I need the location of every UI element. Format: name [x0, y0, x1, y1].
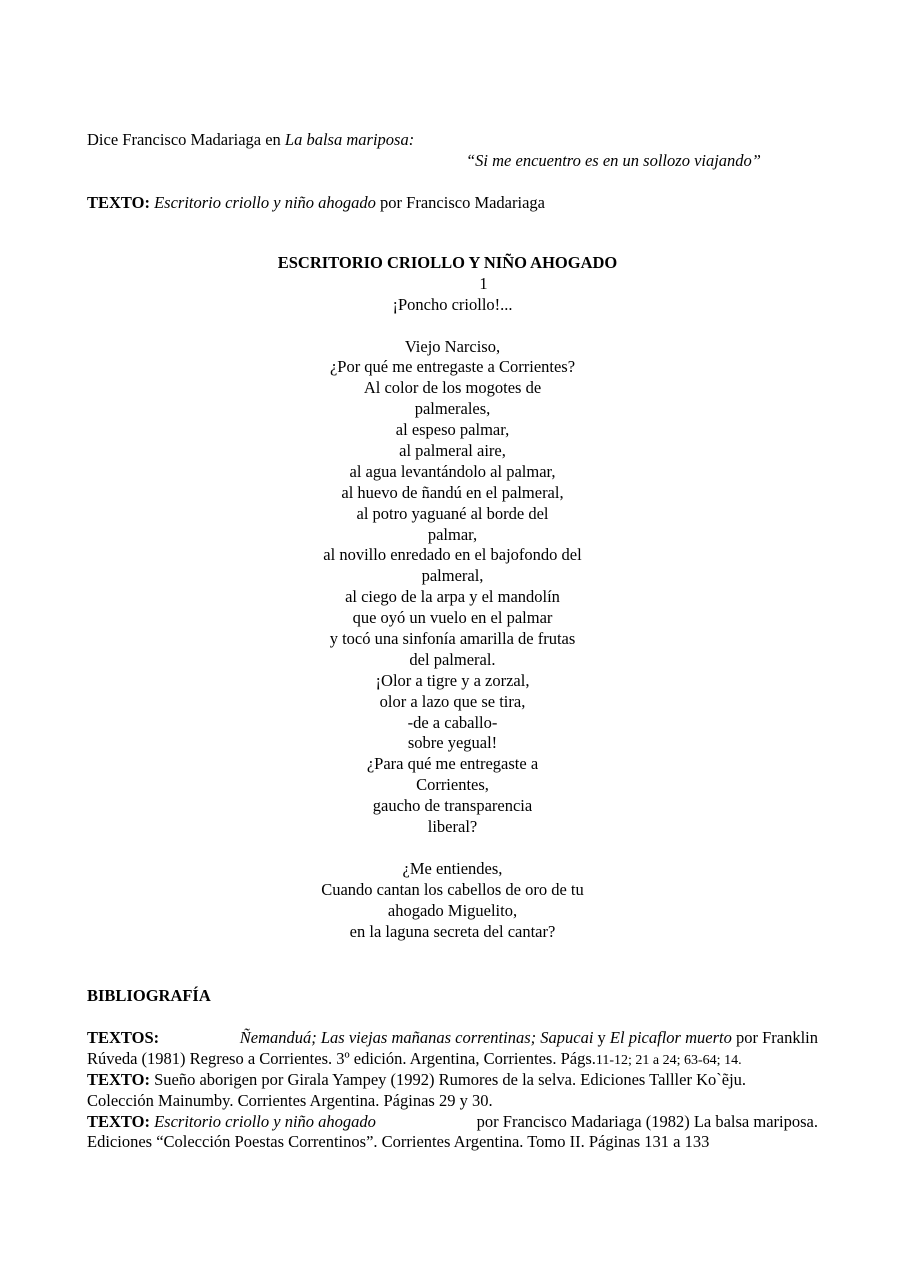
entry-1-author: por Franklin	[731, 1028, 818, 1047]
poem-line: Cuando cantan los cabellos de oro de tu	[321, 879, 584, 899]
entry-3-text: por Francisco Madariaga (1982) La balsa mariposa.	[476, 1111, 818, 1131]
entry-2-label: TEXTO:	[87, 1069, 150, 1089]
poem-line: al palmeral aire,	[399, 441, 506, 461]
texto-line	[87, 193, 545, 214]
poem-line: palmerales,	[414, 399, 491, 419]
texto-label: TEXTO:	[87, 193, 150, 212]
bibliography-entry-3-line-2	[87, 1132, 818, 1153]
entry-3-head	[87, 1112, 376, 1133]
poem-line: y tocó una sinfonía amarilla de frutas	[329, 629, 576, 649]
entry-2-text: Sueño aborigen por Girala Yampey (1992) Rumores de la selva. Ediciones Talller Ko`ẽju.	[154, 1069, 747, 1089]
poem-line: gaucho de transparencia	[372, 796, 533, 816]
poem-line: ahogado Miguelito,	[387, 900, 518, 920]
poem	[87, 253, 818, 942]
poem-line: ¿Me entiendes,	[402, 858, 503, 878]
poem-line: que oyó un vuelo en el palmar	[352, 608, 553, 628]
bibliography-entry-2-line-2	[87, 1091, 818, 1112]
entry-2-publication: Colección Mainumby. Corrientes Argentina. Páginas 29 y 30.	[87, 1090, 493, 1110]
poem-line: en la laguna secreta del cantar?	[349, 921, 556, 941]
poem-line: al huevo de ñandú en el palmeral,	[341, 482, 564, 502]
entry-3-label: TEXTO:	[87, 1111, 150, 1131]
entry-1-title-1: Ñemanduá; Las viejas mañanas correntinas; Sapucai	[239, 1028, 594, 1047]
bibliography-entry-2-line-1	[87, 1070, 818, 1091]
entry-3-publication: Ediciones “Colección Poestas Correntinos”. Corrientes Argentina. Tomo II. Páginas 131 a 133	[87, 1132, 710, 1152]
entry-1-title-2: El picaflor muerto	[609, 1028, 732, 1047]
bibliography-entry-3-line-1	[87, 1112, 818, 1133]
poem-line: olor a lazo que se tira,	[379, 691, 526, 711]
poem-line: palmeral,	[421, 566, 484, 586]
poem-line: palmar,	[427, 524, 478, 544]
poem-line: al espeso palmar,	[395, 420, 510, 440]
poem-line: Corrientes,	[416, 775, 489, 795]
poem-line: sobre yegual!	[407, 733, 498, 753]
poem-line: liberal?	[427, 817, 478, 837]
bibliography-heading: BIBLIOGRAFÍA	[87, 986, 211, 1005]
intro-book-title: La balsa mariposa:	[284, 130, 415, 149]
intro-line	[87, 130, 414, 151]
poem-line: ¿Para qué me entregaste a	[366, 754, 539, 774]
stanza-gap	[87, 838, 818, 859]
epigraph-quote: “Si me encuentro es en un sollozo viajando”	[466, 151, 761, 170]
poem-line: ¿Por qué me entregaste a Corrientes?	[329, 357, 576, 377]
entry-1-pages: 11-12; 21 a 24; 63-64; 14.	[595, 1052, 742, 1068]
entry-1-publication: Rúveda (1981) Regreso a Corrientes. 3º edición. Argentina, Corrientes. Págs.	[87, 1048, 596, 1068]
poem-line: ¡Olor a tigre y a zorzal,	[375, 670, 530, 690]
poem-line: al agua levantándolo al palmar,	[349, 461, 556, 481]
poem-line: -de a caballo-	[407, 712, 498, 732]
texto-title: Escritorio criollo y niño ahogado	[154, 193, 376, 212]
poem-section-number: 1	[479, 273, 488, 293]
stanza-gap	[87, 316, 818, 337]
poem-line: al ciego de la arpa y el mandolín	[345, 587, 560, 607]
texto-author: por Francisco Madariaga	[375, 193, 545, 212]
bibliography-list	[87, 1028, 818, 1153]
entry-1-titles	[240, 1028, 818, 1049]
entry-1-label: TEXTOS:	[87, 1028, 160, 1047]
poem-body	[87, 295, 818, 943]
intro-prefix: Dice Francisco Madariaga en	[87, 130, 285, 149]
bibliography-entry-1-line-1	[87, 1028, 818, 1049]
entry-1-and: y	[593, 1028, 610, 1047]
poem-line: al novillo enredado en el bajofondo del	[323, 545, 582, 565]
poem-line: del palmeral.	[409, 649, 496, 669]
bibliography-entry-1-line-2	[87, 1049, 818, 1070]
entry-3-title: Escritorio criollo y niño ahogado	[154, 1111, 376, 1131]
poem-line: al potro yaguané al borde del	[356, 503, 549, 523]
poem-title: ESCRITORIO CRIOLLO Y NIÑO AHOGADO	[277, 253, 618, 272]
poem-line: Al color de los mogotes de	[363, 378, 542, 398]
poem-line: ¡Poncho criollo!...	[392, 294, 513, 314]
poem-line: Viejo Narciso,	[404, 336, 501, 356]
